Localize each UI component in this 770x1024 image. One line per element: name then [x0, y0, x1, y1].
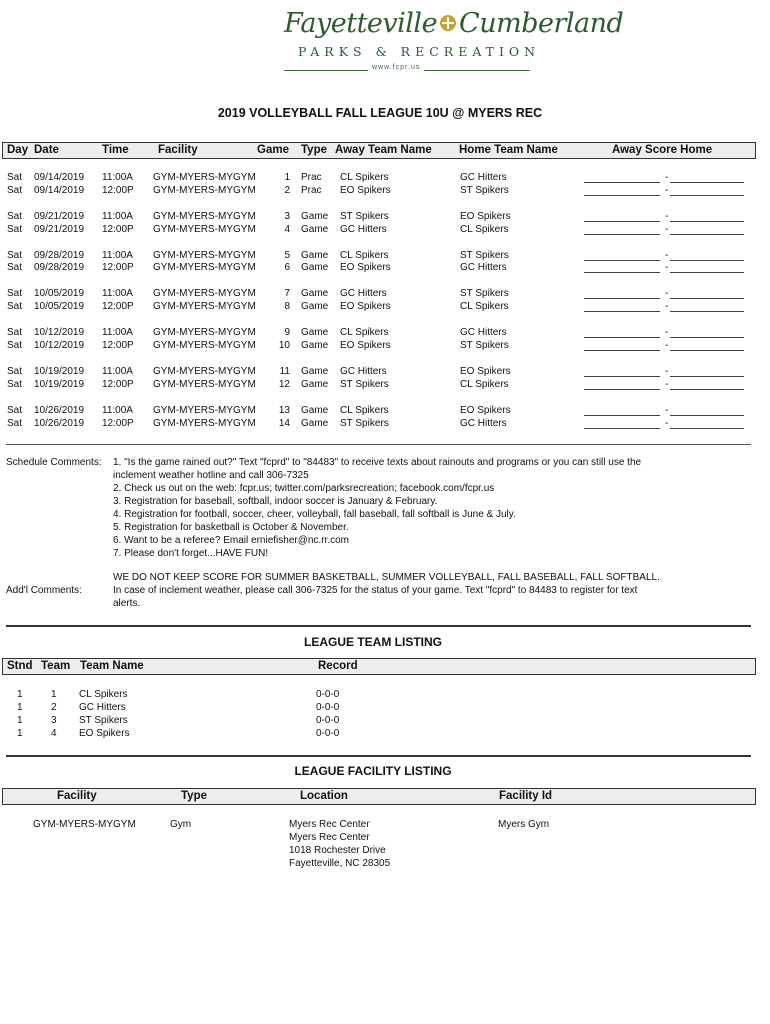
row-facility: GYM-MYERS-MYGYM	[153, 340, 256, 351]
col-game: Game	[257, 144, 289, 156]
row-home-team: EO Spikers	[460, 404, 511, 416]
row-home-team: CL Spikers	[460, 378, 509, 390]
row-date: 09/21/2019	[34, 223, 85, 235]
row-away-team: CL Spikers	[340, 172, 389, 183]
row-type: Prac	[301, 184, 322, 196]
row-away-team: ST Spikers	[340, 417, 389, 429]
col-facility: Facility	[158, 144, 198, 156]
row-day: Sat	[7, 184, 23, 196]
row-away-team: CL Spikers	[340, 404, 389, 416]
row-day: Sat	[7, 366, 23, 377]
row-facility: GYM-MYERS-MYGYM	[153, 288, 256, 300]
row-day: Sat	[7, 417, 23, 429]
row-facility: GYM-MYERS-MYGYM	[153, 210, 256, 222]
row-game: 8	[284, 301, 290, 313]
schedule-comment-line: 7. Please don't forget...HAVE FUN!	[113, 548, 269, 559]
home-score-blank	[670, 366, 744, 377]
logo-word-left: Fayetteville	[284, 8, 438, 39]
row-facility: GYM-MYERS-MYGYM	[153, 417, 256, 429]
row-game: 4	[284, 223, 290, 235]
col-location: Location	[300, 790, 348, 802]
team-stnd: 1	[17, 715, 23, 726]
row-day: Sat	[7, 340, 23, 351]
row-type: Prac	[301, 172, 322, 183]
away-score-blank	[584, 224, 660, 235]
row-date: 10/26/2019	[34, 404, 85, 416]
col-time: Time	[102, 144, 129, 156]
away-score-blank	[584, 185, 660, 196]
score-separator: -	[665, 301, 669, 313]
row-day: Sat	[7, 301, 23, 313]
row-game: 2	[284, 184, 290, 196]
score-separator: -	[665, 172, 669, 183]
col-record: Record	[318, 660, 358, 672]
away-score-blank	[584, 327, 660, 338]
facility-id: Myers Gym	[498, 819, 550, 830]
row-time: 11:00A	[102, 366, 133, 377]
row-type: Game	[301, 223, 329, 235]
team-record: 0-0-0	[316, 715, 340, 726]
team-divider	[6, 755, 751, 757]
location-line: Myers Rec Center	[289, 832, 370, 843]
row-home-team: CL Spikers	[460, 223, 509, 235]
row-home-team: ST Spikers	[460, 184, 509, 196]
row-day: Sat	[7, 404, 23, 416]
col-team: Team	[41, 660, 71, 672]
row-time: 11:00A	[102, 288, 133, 300]
row-home-team: ST Spikers	[460, 249, 509, 261]
row-facility: GYM-MYERS-MYGYM	[153, 404, 256, 416]
schedule-comment-line: inclement weather hotline and call 306-7325	[113, 470, 309, 481]
row-home-team: GC Hitters	[460, 262, 507, 274]
schedule-comment-line: 3. Registration for baseball, softball, indoor soccer is January & February.	[113, 496, 438, 507]
schedule-comment-line: 6. Want to be a referee? Email erniefisher@nc.rr.com	[113, 535, 349, 546]
row-game: 9	[284, 327, 290, 339]
row-day: Sat	[7, 172, 23, 183]
score-separator: -	[665, 340, 669, 351]
schedule-comment-line: 2. Check us out on the web: fcpr.us; twitter.com/parksrecreation; facebook.com/fcpr.us	[113, 483, 495, 494]
col-home: Home Team Name	[459, 144, 558, 156]
row-time: 12:00P	[102, 417, 134, 429]
away-score-blank	[584, 172, 660, 183]
score-separator: -	[665, 404, 669, 416]
home-score-blank	[670, 250, 744, 261]
col-type: Type	[301, 144, 327, 156]
row-date: 09/14/2019	[34, 172, 85, 183]
row-game: 12	[278, 378, 290, 390]
team-listing-header	[2, 658, 756, 675]
row-time: 11:00A	[102, 172, 133, 183]
col-stnd: Stnd	[7, 660, 33, 672]
home-score-blank	[670, 172, 744, 183]
row-time: 12:00P	[102, 378, 134, 390]
home-score-blank	[670, 262, 744, 273]
row-away-team: ST Spikers	[340, 378, 389, 390]
location-line: 1018 Rochester Drive	[289, 845, 386, 856]
team-stnd: 1	[17, 689, 23, 700]
logo-subtitle: PARKS & RECREATION	[298, 44, 541, 59]
team-number: 3	[51, 715, 57, 726]
row-game: 7	[284, 288, 290, 300]
schedule-comment-line: 5. Registration for basketball is October & November.	[113, 522, 349, 533]
facility-listing-title: LEAGUE FACILITY LISTING	[294, 764, 452, 778]
logo-wordmark	[284, 8, 623, 39]
row-away-team: EO Spikers	[340, 340, 391, 351]
team-record: 0-0-0	[316, 728, 340, 739]
row-time: 11:00A	[102, 327, 133, 339]
schedule-divider	[6, 444, 751, 445]
row-home-team: GC Hitters	[460, 172, 507, 183]
team-name: GC Hitters	[79, 702, 126, 713]
row-date: 10/19/2019	[34, 378, 85, 390]
team-record: 0-0-0	[316, 702, 340, 713]
score-separator: -	[665, 327, 669, 339]
row-date: 09/28/2019	[34, 249, 85, 261]
row-facility: GYM-MYERS-MYGYM	[153, 172, 256, 183]
team-stnd: 1	[17, 702, 23, 713]
team-number: 2	[51, 702, 57, 713]
logo-rule-right	[424, 70, 530, 71]
away-score-blank	[584, 250, 660, 261]
row-date: 10/12/2019	[34, 340, 85, 351]
row-away-team: GC Hitters	[340, 288, 387, 300]
row-day: Sat	[7, 288, 23, 300]
row-date: 10/26/2019	[34, 417, 85, 429]
row-game: 1	[284, 172, 290, 183]
row-time: 12:00P	[102, 301, 134, 313]
comments-divider	[6, 625, 751, 627]
score-separator: -	[665, 223, 669, 235]
row-time: 12:00P	[102, 262, 134, 274]
row-date: 10/05/2019	[34, 288, 85, 300]
row-facility: GYM-MYERS-MYGYM	[153, 184, 256, 196]
team-record: 0-0-0	[316, 689, 340, 700]
row-type: Game	[301, 249, 329, 261]
logo-rule-left	[284, 70, 368, 71]
row-type: Game	[301, 404, 329, 416]
row-type: Game	[301, 366, 329, 377]
row-home-team: EO Spikers	[460, 210, 511, 222]
row-type: Game	[301, 327, 329, 339]
addl-comment-line: In case of inclement weather, please call 306-7325 for the status of your game. Text "fcprd" to 84483 to register for text	[113, 585, 638, 596]
row-type: Game	[301, 417, 329, 429]
score-separator: -	[665, 210, 669, 222]
row-home-team: ST Spikers	[460, 340, 509, 351]
facility-listing-header	[2, 788, 756, 805]
home-score-blank	[670, 327, 744, 338]
away-score-blank	[584, 340, 660, 351]
facility-type: Gym	[170, 819, 192, 830]
away-score-blank	[584, 379, 660, 390]
row-away-team: CL Spikers	[340, 249, 389, 261]
row-day: Sat	[7, 327, 23, 339]
col-day: Day	[7, 144, 29, 156]
col-facility-type: Type	[181, 790, 207, 802]
away-score-blank	[584, 288, 660, 299]
team-number: 4	[51, 728, 57, 739]
home-score-blank	[670, 340, 744, 351]
col-team-name: Team Name	[80, 660, 144, 672]
logo-word-right: Cumberland	[459, 8, 624, 39]
away-score-blank	[584, 211, 660, 222]
score-separator: -	[665, 288, 669, 300]
page-title: 2019 VOLLEYBALL FALL LEAGUE 10U @ MYERS REC	[217, 106, 543, 120]
location-line: Fayetteville, NC 28305	[289, 858, 391, 869]
row-time: 11:00A	[102, 210, 133, 222]
addl-comments-label: Add'l Comments:	[6, 585, 82, 596]
team-name: EO Spikers	[79, 728, 130, 739]
score-separator: -	[665, 249, 669, 261]
home-score-blank	[670, 379, 744, 390]
row-day: Sat	[7, 223, 23, 235]
row-type: Game	[301, 210, 329, 222]
row-facility: GYM-MYERS-MYGYM	[153, 327, 256, 339]
row-day: Sat	[7, 249, 23, 261]
row-home-team: CL Spikers	[460, 301, 509, 313]
score-separator: -	[665, 417, 669, 429]
team-listing-title: LEAGUE TEAM LISTING	[304, 635, 442, 649]
row-game: 3	[284, 210, 290, 222]
away-score-blank	[584, 366, 660, 377]
away-score-blank	[584, 262, 660, 273]
row-time: 12:00P	[102, 340, 134, 351]
row-time: 12:00P	[102, 223, 134, 235]
row-time: 11:00A	[102, 404, 133, 416]
col-date: Date	[34, 144, 59, 156]
row-game: 6	[284, 262, 290, 274]
schedule-header	[2, 142, 756, 159]
logo-emblem-icon	[440, 15, 456, 31]
row-type: Game	[301, 340, 329, 351]
addl-comment-line: alerts.	[113, 598, 141, 609]
row-game: 5	[284, 249, 290, 261]
team-number: 1	[51, 689, 57, 700]
row-game: 11	[279, 366, 290, 377]
team-name: ST Spikers	[79, 715, 128, 726]
row-day: Sat	[7, 262, 23, 274]
col-away: Away Team Name	[335, 144, 432, 156]
home-score-blank	[670, 418, 744, 429]
schedule-comment-line: 1. "Is the game rained out?" Text "fcprd" to "84483" to receive texts about rainouts and programs or you can still use the	[113, 457, 642, 468]
row-type: Game	[301, 378, 329, 390]
row-date: 10/19/2019	[34, 366, 85, 377]
row-day: Sat	[7, 210, 23, 222]
score-separator: -	[665, 184, 669, 196]
home-score-blank	[670, 301, 744, 312]
row-home-team: ST Spikers	[460, 288, 509, 300]
row-date: 09/28/2019	[34, 262, 85, 274]
row-type: Game	[301, 301, 329, 313]
score-separator: -	[665, 262, 669, 274]
row-facility: GYM-MYERS-MYGYM	[153, 262, 256, 274]
row-type: Game	[301, 262, 329, 274]
row-date: 10/12/2019	[34, 327, 85, 339]
row-away-team: EO Spikers	[340, 184, 391, 196]
row-day: Sat	[7, 378, 23, 390]
row-home-team: EO Spikers	[460, 366, 511, 377]
row-date: 09/14/2019	[34, 184, 85, 196]
row-facility: GYM-MYERS-MYGYM	[153, 378, 256, 390]
schedule-comment-line: 4. Registration for football, soccer, cheer, volleyball, fall baseball, fall softball is June & July.	[113, 509, 516, 520]
row-home-team: GC Hitters	[460, 417, 507, 429]
away-score-blank	[584, 418, 660, 429]
row-date: 09/21/2019	[34, 210, 85, 222]
away-score-blank	[584, 405, 660, 416]
col-facility-name: Facility	[57, 790, 97, 802]
row-facility: GYM-MYERS-MYGYM	[153, 249, 256, 261]
score-separator: -	[665, 378, 669, 390]
row-game: 13	[278, 404, 290, 416]
row-away-team: EO Spikers	[340, 262, 391, 274]
row-facility: GYM-MYERS-MYGYM	[153, 366, 256, 377]
logo-url: www.fcpr.us	[372, 64, 421, 71]
row-time: 12:00P	[102, 184, 134, 196]
team-name: CL Spikers	[79, 689, 128, 700]
row-away-team: ST Spikers	[340, 210, 389, 222]
col-facility-id: Facility Id	[499, 790, 553, 802]
home-score-blank	[670, 224, 744, 235]
location-line: Myers Rec Center	[289, 819, 370, 830]
away-score-blank	[584, 301, 660, 312]
row-away-team: GC Hitters	[340, 366, 387, 377]
row-facility: GYM-MYERS-MYGYM	[153, 223, 256, 235]
row-type: Game	[301, 288, 329, 300]
row-game: 10	[278, 340, 290, 351]
row-date: 10/05/2019	[34, 301, 85, 313]
home-score-blank	[670, 288, 744, 299]
facility-name: GYM-MYERS-MYGYM	[33, 819, 136, 830]
row-home-team: GC Hitters	[460, 327, 507, 339]
row-away-team: EO Spikers	[340, 301, 391, 313]
row-game: 14	[278, 417, 290, 429]
addl-comment-line: WE DO NOT KEEP SCORE FOR SUMMER BASKETBALL, SUMMER VOLLEYBALL, FALL BASEBALL, FALL SOFTBALL.	[113, 572, 660, 583]
row-away-team: CL Spikers	[340, 327, 389, 339]
row-facility: GYM-MYERS-MYGYM	[153, 301, 256, 313]
row-away-team: GC Hitters	[340, 223, 387, 235]
score-separator: -	[665, 366, 669, 377]
home-score-blank	[670, 405, 744, 416]
schedule-comments-label: Schedule Comments:	[6, 457, 102, 468]
row-time: 11:00A	[102, 249, 133, 261]
home-score-blank	[670, 211, 744, 222]
home-score-blank	[670, 185, 744, 196]
col-score: Away Score Home	[612, 144, 713, 156]
team-stnd: 1	[17, 728, 23, 739]
